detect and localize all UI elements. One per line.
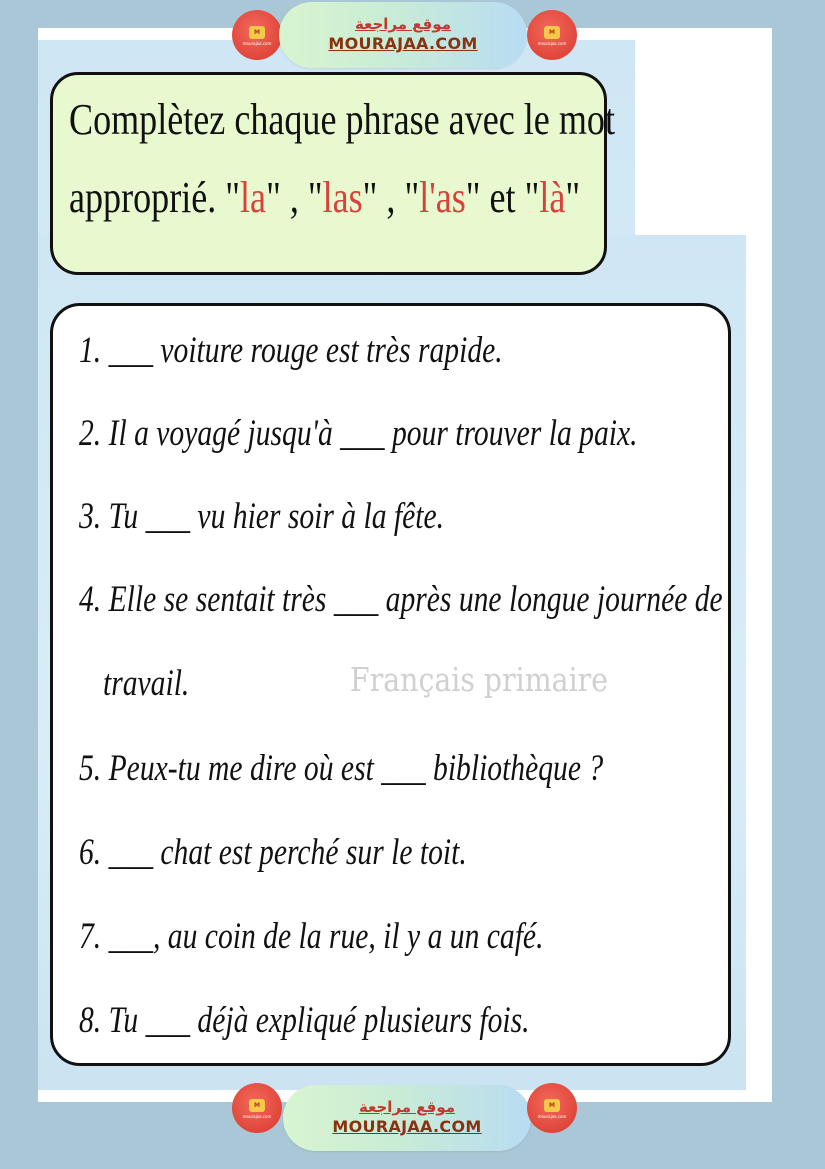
exercise-item-6: 6. ___ chat est perché sur le toit.: [79, 832, 467, 873]
exercise-item-4: 4. Elle se sentait très ___ après une longue journée de: [79, 579, 723, 620]
exercise-item-8: 8. Tu ___ déjà expliqué plusieurs fois.: [79, 1000, 530, 1041]
instruction-line-1: Complètez chaque phrase avec le mot: [69, 95, 615, 144]
instruction-text: approprié. ": [69, 173, 241, 222]
exercise-item-2: 2. Il a voyagé jusqu'à ___ pour trouver la paix.: [79, 413, 638, 454]
exercise-item-5: 5. Peux-tu me dire où est ___ bibliothèque ?: [79, 748, 604, 789]
option-l-as: l'as: [419, 173, 466, 222]
instruction-line-2: [69, 173, 581, 223]
site-logo-right-footer[interactable]: [527, 1083, 577, 1133]
exercise-item-4-continued: travail.: [103, 663, 190, 704]
logo-caption: mourajaa.com: [242, 41, 272, 46]
logo-caption: mourajaa.com: [242, 1114, 272, 1119]
instruction-separator: " et ": [465, 173, 540, 222]
site-logo-left-footer[interactable]: [232, 1083, 282, 1133]
instruction-separator: " , ": [266, 173, 323, 222]
book-icon: M: [249, 26, 265, 39]
site-name-arabic: موقع مراجعة: [354, 15, 452, 33]
watermark-text: Français primaire: [350, 660, 609, 699]
book-icon: M: [249, 1099, 265, 1112]
site-logo-left[interactable]: [232, 10, 282, 60]
exercise-item-1: 1. ___ voiture rouge est très rapide.: [79, 330, 503, 371]
site-domain-link[interactable]: MOURAJAA.COM: [332, 1117, 482, 1136]
site-banner-bottom[interactable]: [283, 1085, 531, 1151]
option-la: la: [240, 173, 267, 222]
site-domain-link[interactable]: MOURAJAA.COM: [328, 34, 478, 53]
book-icon: M: [544, 26, 560, 39]
instruction-separator: " , ": [362, 173, 420, 222]
site-name-arabic: موقع مراجعة: [358, 1098, 456, 1116]
logo-caption: mourajaa.com: [537, 41, 567, 46]
exercise-item-3: 3. Tu ___ vu hier soir à la fête.: [79, 496, 445, 537]
instruction-box: [50, 72, 615, 275]
option-la-accent: là: [539, 173, 566, 222]
exercise-item-7: 7. ___, au coin de la rue, il y a un café.: [79, 916, 544, 957]
option-las: las: [322, 173, 363, 222]
book-icon: M: [544, 1099, 560, 1112]
site-banner-top[interactable]: [279, 2, 527, 68]
instruction-text: ": [565, 173, 581, 222]
site-logo-right[interactable]: [527, 10, 577, 60]
logo-caption: mourajaa.com: [537, 1114, 567, 1119]
